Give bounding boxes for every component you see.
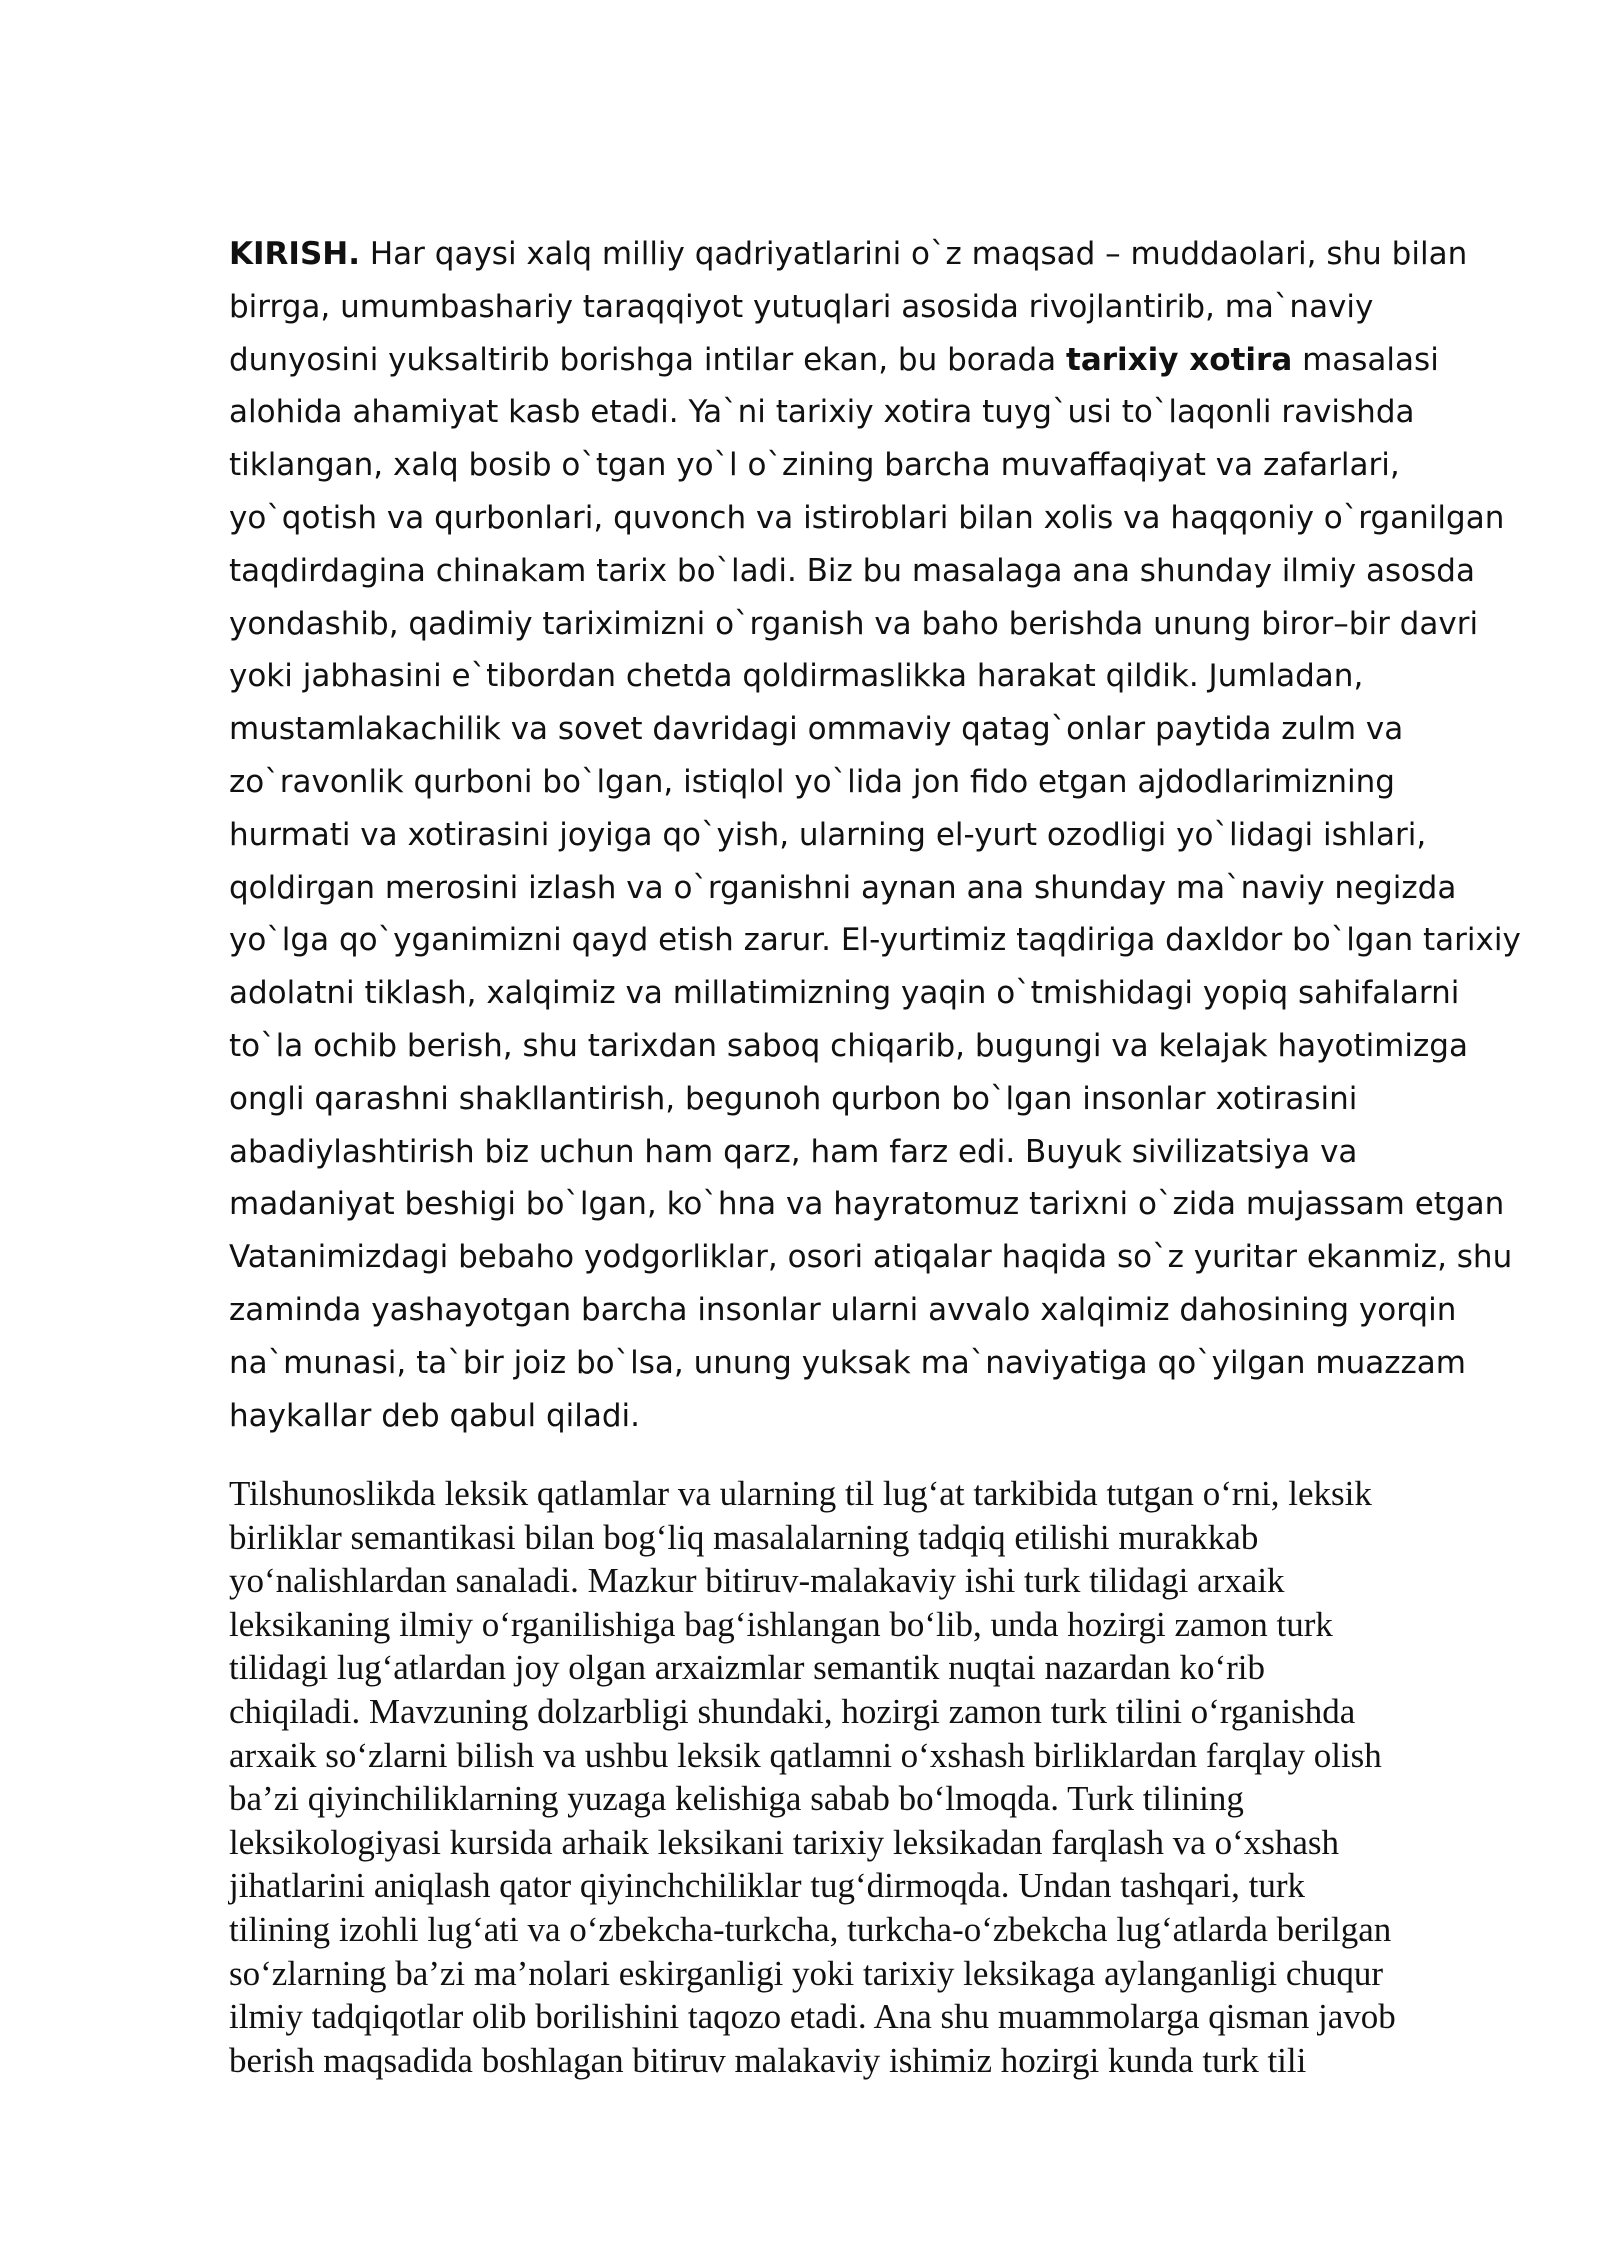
body-line-13: ilmiy tadqiqotlar olib borilishini taqozo etadi. Ana shu muammolarga qisman javob xyxy=(229,1997,1396,2037)
intro-line-1 xyxy=(229,228,1479,281)
body-line-8: ba’zi qiyinchiliklarning yuzaga kelishiga sabab bo‘lmoqda. Turk tilining xyxy=(229,1779,1244,1819)
body-line-3: yo‘nalishlardan sanaladi. Mazkur bitiruv-malakaviy ishi turk tilidagi arxaik xyxy=(229,1561,1285,1601)
intro-heading-label: KIRISH. xyxy=(229,236,361,272)
intro-line-10: mustamlakachilik va sovet davridagi ommaviy qatag`onlar paytida zulm va xyxy=(229,711,1404,748)
body-line-10: jihatlarini aniqlash qator qiyinchchiliklar tug‘dirmoqda. Undan tashqari, turk xyxy=(229,1866,1305,1906)
intro-line-3-text: dunyosini yuksaltirib borishga intilar ekan, bu borada xyxy=(229,341,1067,378)
intro-line-16: to`la ochib berish, shu tarixdan saboq chiqarib, bugungi va kelajak hayotimizga xyxy=(229,1027,1468,1064)
intro-line-14: yo`lga qo`yganimizni qayd etish zarur. El-yurtimiz taqdiriga daxldor bo`lgan tarixiy xyxy=(229,922,1521,959)
intro-line-15: adolatni tiklash, xalqimiz va millatimizning yaqin o`tmishidagi yopiq sahifalarni xyxy=(229,975,1460,1012)
intro-line-1-text: Har qaysi xalq milliy qadriyatlarini o`z maqsad – muddaolari, shu bilan xyxy=(360,236,1468,272)
intro-line-3-tail: masalasi xyxy=(1292,341,1439,378)
intro-line-3 xyxy=(229,334,1479,387)
body-line-4: leksikaning ilmiy o‘rganilishiga bag‘ishlangan bo‘lib, unda hozirgi zamon turk xyxy=(229,1604,1333,1644)
body-line-9: leksikologiyasi kursida arhaik leksikani tarixiy leksikadan farqlash va o‘xshash xyxy=(229,1822,1340,1862)
intro-line-23: haykallar deb qabul qiladi. xyxy=(229,1397,641,1434)
intro-line-13: qoldirgan merosini izlash va o`rganishni aynan ana shunday ma`naviy negizda xyxy=(229,869,1457,906)
intro-line-12: hurmati va xotirasini joyiga qo`yish, ularning el-yurt ozodligi yo`lidagi ishlari, xyxy=(229,816,1427,853)
body-line-11: tilining izohli lug‘ati va o‘zbekcha-turkcha, turkcha-o‘zbekcha lug‘atlarda berilgan xyxy=(229,1909,1392,1949)
intro-line-2: birrga, umumbashariy taraqqiyot yutuqlari asosida rivojlantirib, ma`naviy xyxy=(229,288,1374,325)
intro-line-20: Vatanimizdagi bebaho yodgorliklar, osori atiqalar haqida so`z yuritar ekanmiz, shu xyxy=(229,1239,1513,1276)
intro-line-4: alohida ahamiyat kasb etadi. Ya`ni tarixiy xotira tuyg`usi to`laqonli ravishda xyxy=(229,394,1415,431)
intro-line-7: taqdirdagina chinakam tarix bo`ladi. Biz bu masalaga ana shunday ilmiy asosda xyxy=(229,552,1475,589)
body-line-14: berish maqsadida boshlagan bitiruv malakaviy ishimiz hozirgi kunda turk tili xyxy=(229,2040,1307,2080)
body-line-1: Tilshunoslikda leksik qatlamlar va ularning til lug‘at tarkibida tutgan o‘rni, leksik xyxy=(229,1474,1372,1513)
intro-line-11: zo`ravonlik qurboni bo`lgan, istiqlol yo`lida jon fido etgan ajdodlarimizning xyxy=(229,763,1395,800)
body-line-5: tilidagi lug‘atlardan joy olgan arxaizmlar semantik nuqtai nazardan ko‘rib xyxy=(229,1648,1266,1688)
intro-line-18: abadiylashtirish biz uchun ham qarz, ham farz edi. Buyuk sivilizatsiya va xyxy=(229,1133,1358,1170)
body-paragraph xyxy=(229,1472,1499,2082)
body-line-12: so‘zlarning ba’zi ma’nolari eskirganligi yoki tarixiy leksikaga aylanganligi chuqur xyxy=(229,1953,1384,1993)
body-line-2: birliklar semantikasi bilan bog‘liq masalalarning tadqiq etilishi murakkab xyxy=(229,1517,1259,1557)
intro-line-5: tiklangan, xalq bosib o`tgan yo`l o`zining barcha muvaffaqiyat va zafarlari, xyxy=(229,447,1400,484)
intro-line-19: madaniyat beshigi bo`lgan, ko`hna va hayratomuz tarixni o`zida mujassam etgan xyxy=(229,1186,1505,1223)
body-line-7: arxaik so‘zlarni bilish va ushbu leksik qatlamni o‘xshash birliklardan farqlay olish xyxy=(229,1735,1382,1775)
body-line-6: chiqiladi. Mavzuning dolzarbligi shundaki, hozirgi zamon turk tilini o‘rganishda xyxy=(229,1691,1356,1731)
intro-paragraph xyxy=(229,228,1521,1442)
intro-line-6: yo`qotish va qurbonlari, quvonch va istiroblari bilan xolis va haqqoniy o`rganilgan xyxy=(229,499,1505,536)
intro-line-9: yoki jabhasini e`tibordan chetda qoldirmaslikka harakat qildik. Jumladan, xyxy=(229,658,1364,695)
intro-line-21: zaminda yashayotgan barcha insonlar ularni avvalo xalqimiz dahosining yorqin xyxy=(229,1291,1457,1328)
intro-line-22: na`munasi, ta`bir joiz bo`lsa, unung yuksak ma`naviyatiga qo`yilgan muazzam xyxy=(229,1344,1467,1381)
intro-bold-term: tarixiy xotira xyxy=(1066,341,1293,378)
intro-line-17: ongli qarashni shakllantirish, begunoh qurbon bo`lgan insonlar xotirasini xyxy=(229,1080,1358,1117)
intro-line-8: yondashib, qadimiy tariximizni o`rganish va baho berishda unung biror–bir davri xyxy=(229,605,1479,642)
